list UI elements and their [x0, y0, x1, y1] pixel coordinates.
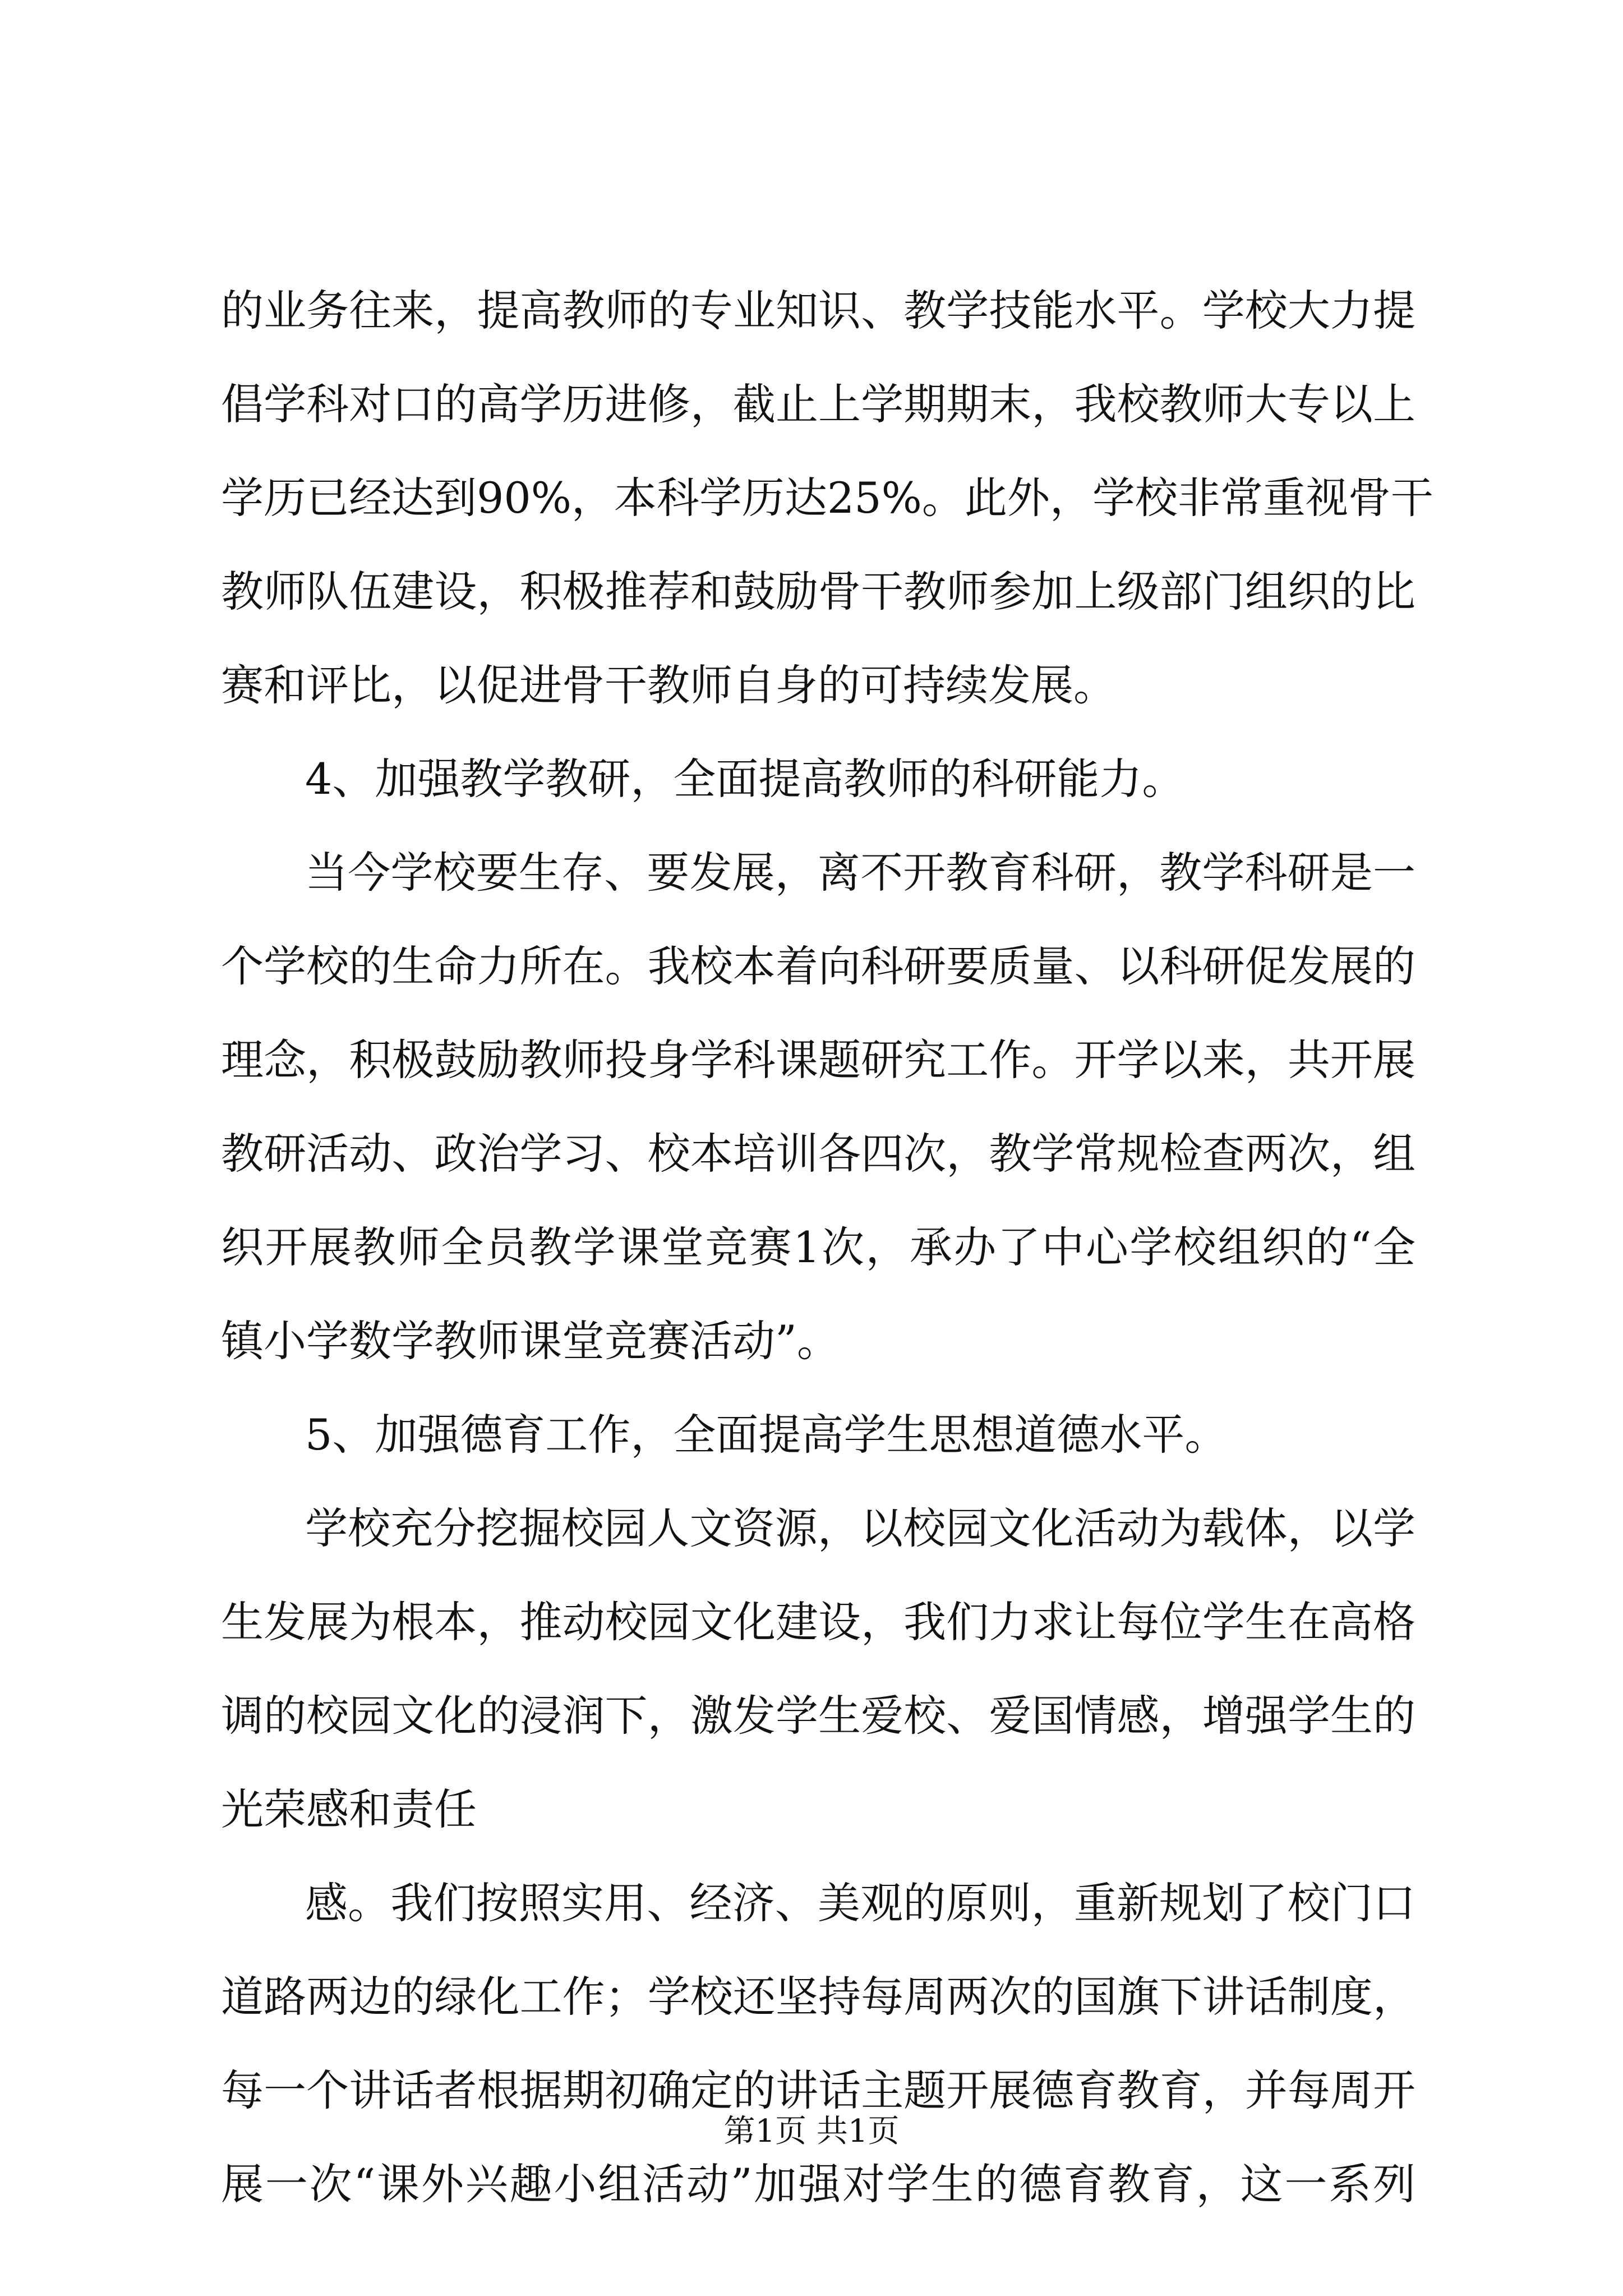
text-line: 光荣感和责任 — [221, 1784, 477, 1834]
text-line: 展一次“课外兴趣小组活动”加强对学生的德育教育，这一系列 — [221, 2159, 1415, 2209]
text-line: 倡学科对口的高学历进修，截止上学期期末，我校教师大专以上 — [221, 379, 1415, 429]
text-line: 理念，积极鼓励教师投身学科课题研究工作。开学以来，共开展 — [221, 1035, 1415, 1085]
text-line: 生发展为根本，推动校园文化建设，我们力求让每位学生在高格 — [221, 1597, 1415, 1647]
section-heading: 4、加强教学教研，全面提高教师的科研能力。 — [305, 754, 1185, 804]
page-number-footer: 第1页 共1页 — [723, 2113, 900, 2150]
text-line: 赛和评比，以促进骨干教师自身的可持续发展。 — [221, 660, 1116, 710]
text-line: 的业务往来，提高教师的专业知识、教学技能水平。学校大力提 — [221, 286, 1415, 335]
text-line: 当今学校要生存、要发展，离不开教育科研，教学科研是一 — [305, 848, 1415, 898]
document-body — [221, 264, 1433, 2231]
text-line: 每一个讲话者根据期初确定的讲话主题开展德育教育，并每周开 — [221, 2065, 1415, 2115]
section-heading: 5、加强德育工作，全面提高学生思想道德水平。 — [305, 1410, 1228, 1460]
text-line: 个学校的生命力所在。我校本着向科研要质量、以科研促发展的 — [221, 941, 1415, 991]
text-line: 感。我们按照实用、经济、美观的原则，重新规划了校门口 — [305, 1878, 1415, 1928]
text-line: 道路两边的绿化工作；学校还坚持每周两次的国旗下讲话制度， — [221, 1972, 1415, 2022]
text-line: 镇小学数学教师课堂竞赛活动”。 — [221, 1316, 840, 1366]
text-line: 学校充分挖掘校园人文资源，以校园文化活动为载体，以学 — [305, 1503, 1415, 1553]
text-line: 学历已经达到90%，本科学历达25%。此外，学校非常重视骨干 — [221, 473, 1433, 523]
text-line: 调的校园文化的浸润下，激发学生爱校、爱国情感，增强学生的 — [221, 1691, 1415, 1741]
text-line: 教研活动、政治学习、校本培训各四次，教学常规检查两次，组 — [221, 1129, 1415, 1179]
text-line: 教师队伍建设，积极推荐和鼓励骨干教师参加上级部门组织的比 — [221, 567, 1415, 616]
text-line: 织开展教师全员教学课堂竞赛1次，承办了中心学校组织的“全 — [221, 1222, 1415, 1272]
